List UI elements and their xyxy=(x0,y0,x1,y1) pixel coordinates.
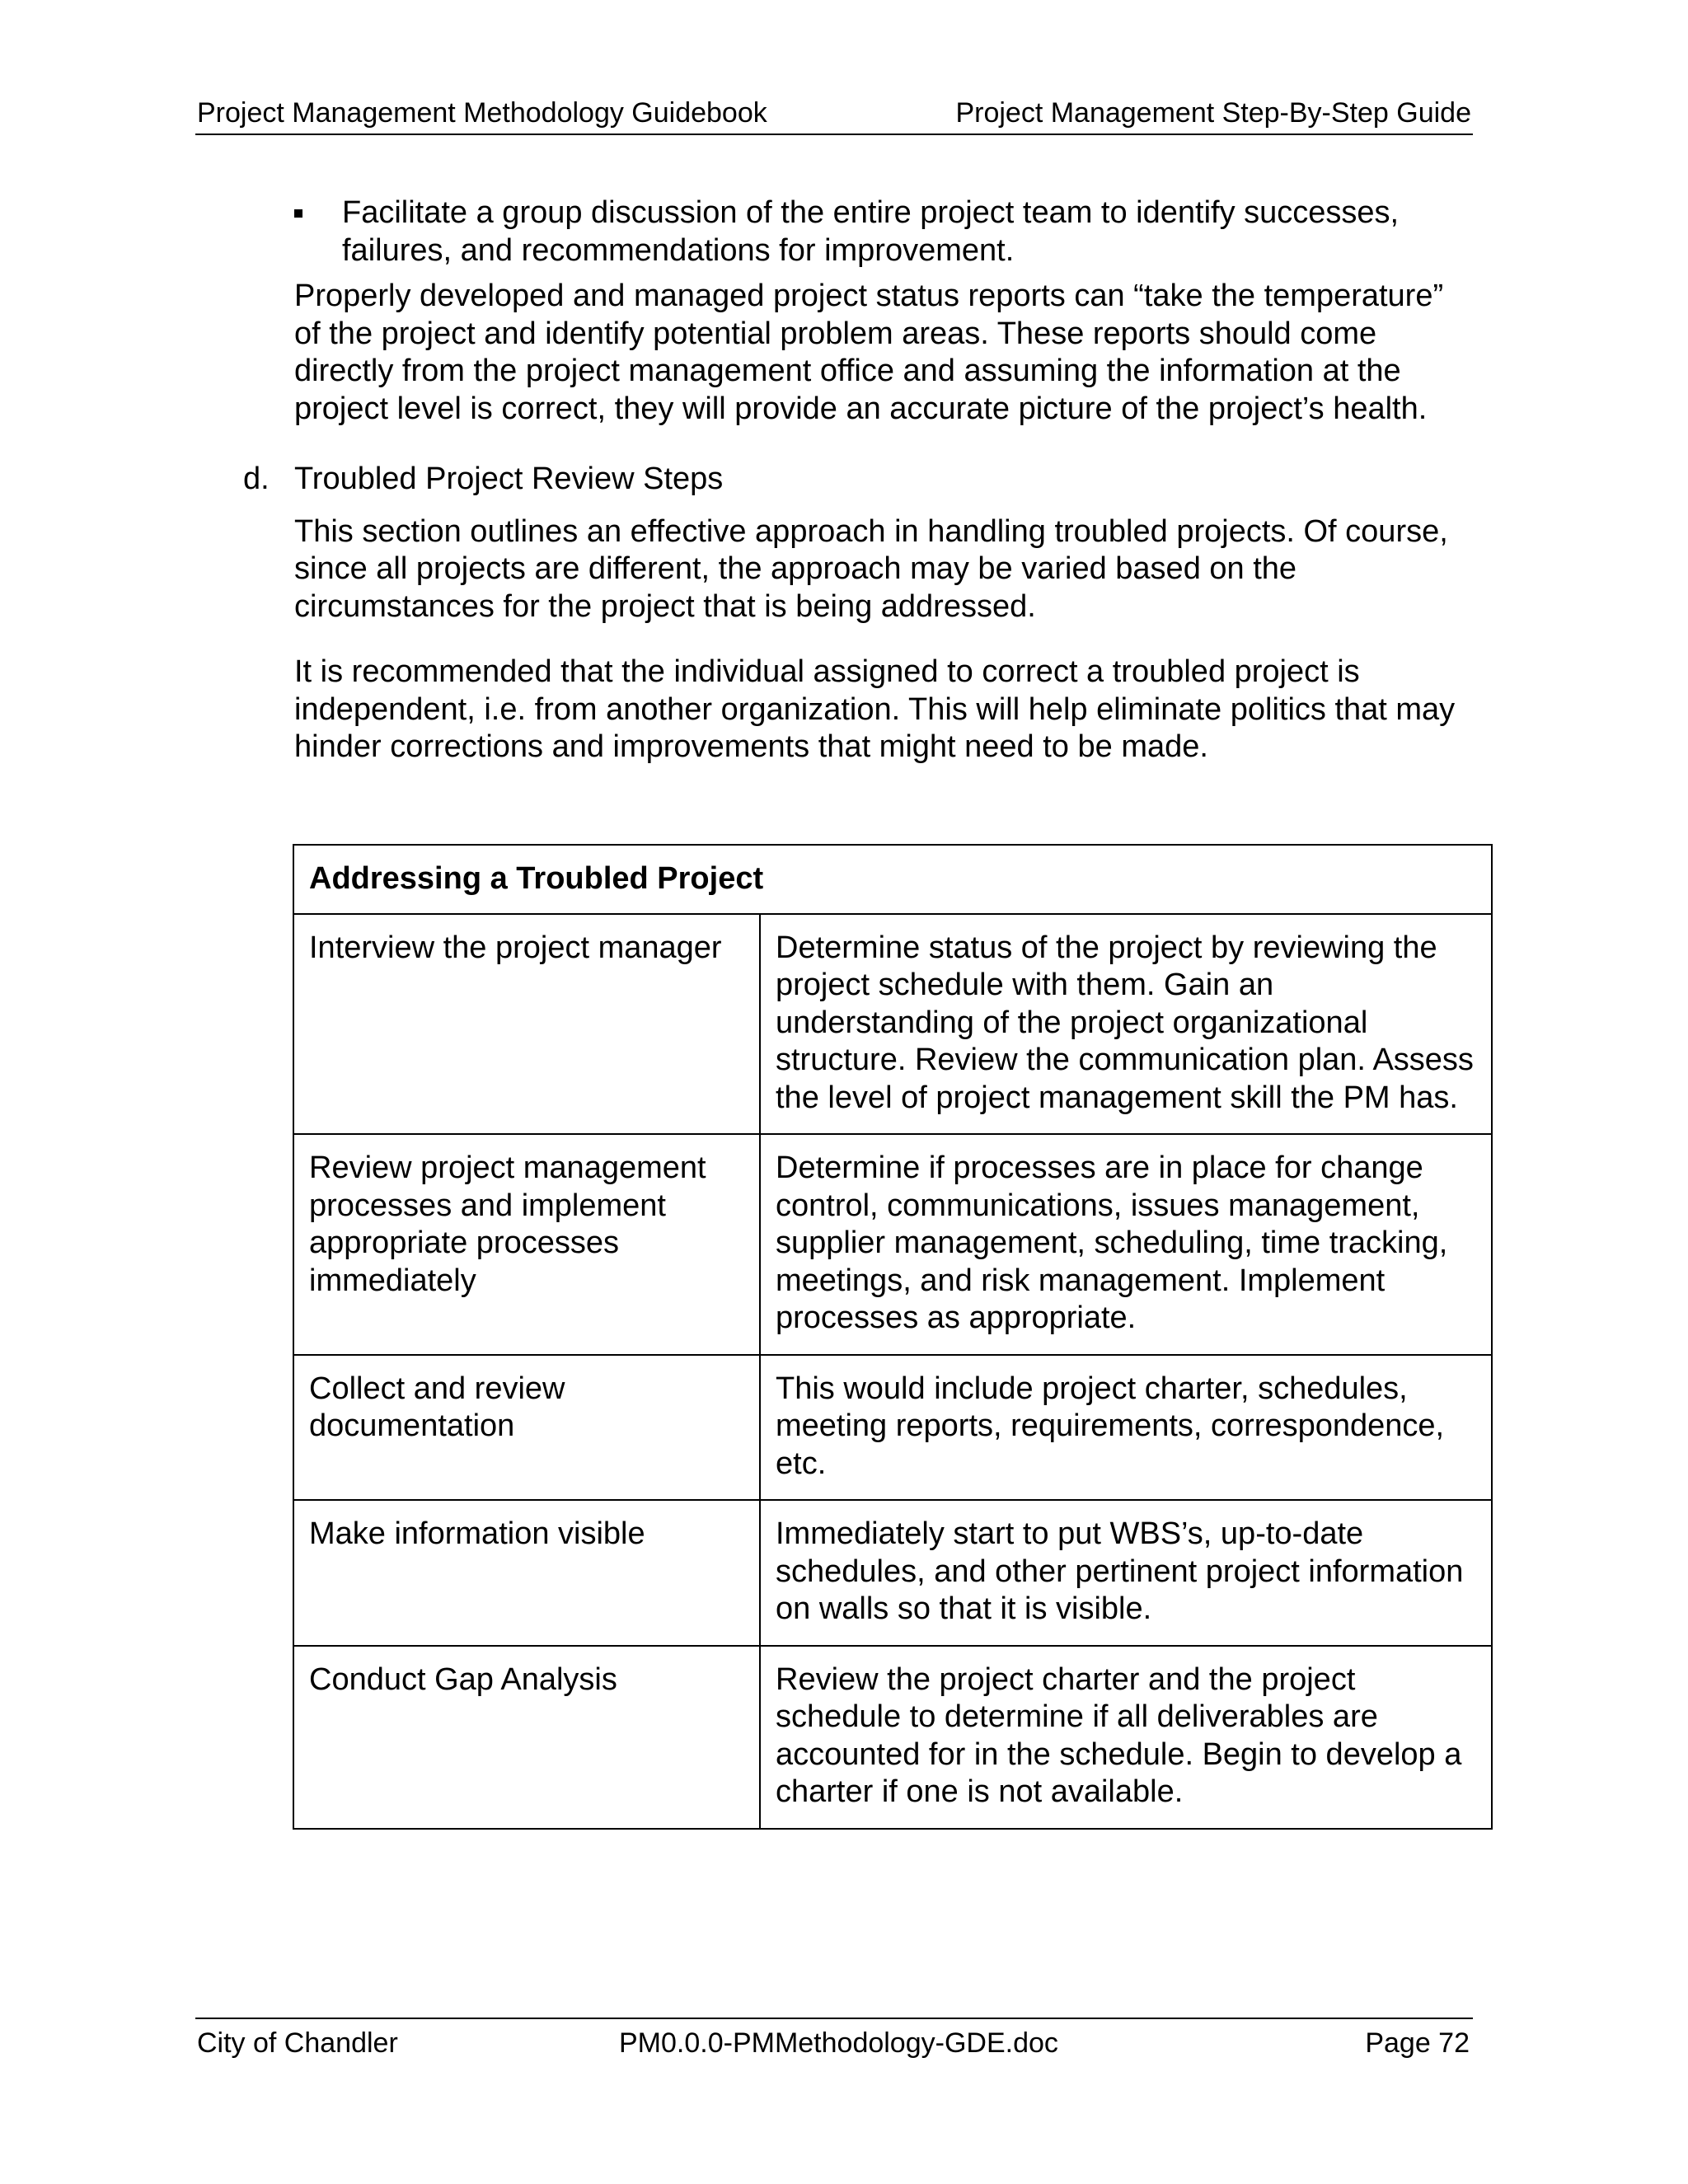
footer-page-number: Page 72 xyxy=(1365,2027,1470,2059)
square-bullet-icon xyxy=(294,209,302,218)
footer-organization: City of Chandler xyxy=(197,2027,398,2059)
troubled-project-table xyxy=(293,844,1493,1830)
detail-cell: Determine if processes are in place for change control, communications, issues management, supplier management, scheduling, time tracking, meetings, and risk management. Implement processes as appropriate. xyxy=(760,1134,1492,1355)
table-title: Addressing a Troubled Project xyxy=(293,845,1492,914)
header-document-title: Project Management Methodology Guidebook xyxy=(197,97,767,129)
section-heading xyxy=(243,461,1498,499)
table-row xyxy=(293,1646,1492,1829)
header-section-title: Project Management Step-By-Step Guide xyxy=(955,97,1471,129)
status-reports-paragraph: Properly developed and managed project status reports can “take the temperature” of the project and identify potential problem areas. These reports should come directly from the project management office and assuming the information at the project level is correct, they will provide an accurate picture of the project’s health. xyxy=(294,279,1444,426)
page-body xyxy=(243,194,1498,766)
table-header-row xyxy=(293,845,1492,914)
outline-paragraph: This section outlines an effective approach in handling troubled projects. Of course, since all projects are different, the approach may be varied based on the circumstances for the project that is being addressed. xyxy=(294,513,1448,624)
table-row xyxy=(293,1355,1492,1501)
bullet-item xyxy=(294,194,1496,269)
table-row xyxy=(293,1134,1492,1355)
section-title: Troubled Project Review Steps xyxy=(294,462,724,496)
table-row xyxy=(293,1500,1492,1646)
step-cell: Interview the project manager xyxy=(293,914,760,1135)
step-cell: Make information visible xyxy=(293,1500,760,1646)
detail-cell: Determine status of the project by reviewing the project schedule with them. Gain an understanding of the project organizational structure. Review the communication plan. Assess the level of project management skill the PM has. xyxy=(760,914,1492,1135)
page-header xyxy=(195,97,1473,135)
step-cell: Collect and review documentation xyxy=(293,1355,760,1501)
detail-cell: This would include project charter, schedules, meeting reports, requirements, correspondence, etc. xyxy=(760,1355,1492,1501)
recommendation-paragraph: It is recommended that the individual assigned to correct a troubled project is independent, i.e. from another organization. This will help eliminate politics that may hinder corrections and improvements that might need to be made. xyxy=(294,654,1456,764)
page-footer xyxy=(195,2018,1473,2065)
table-row xyxy=(293,914,1492,1135)
section-label: d. xyxy=(243,462,270,496)
step-cell: Conduct Gap Analysis xyxy=(293,1646,760,1829)
detail-cell: Review the project charter and the project schedule to determine if all deliverables are accounted for in the schedule. Begin to develop a charter if one is not available. xyxy=(760,1646,1492,1829)
bullet-text: Facilitate a group discussion of the entire project team to identify successes, failures, and recommendations for improvement. xyxy=(342,195,1400,268)
detail-cell: Immediately start to put WBS’s, up-to-date schedules, and other pertinent project information on walls so that it is visible. xyxy=(760,1500,1492,1646)
footer-filename: PM0.0.0-PMMethodology-GDE.doc xyxy=(619,2027,1058,2059)
step-cell: Review project management processes and implement appropriate processes immediately xyxy=(293,1134,760,1355)
